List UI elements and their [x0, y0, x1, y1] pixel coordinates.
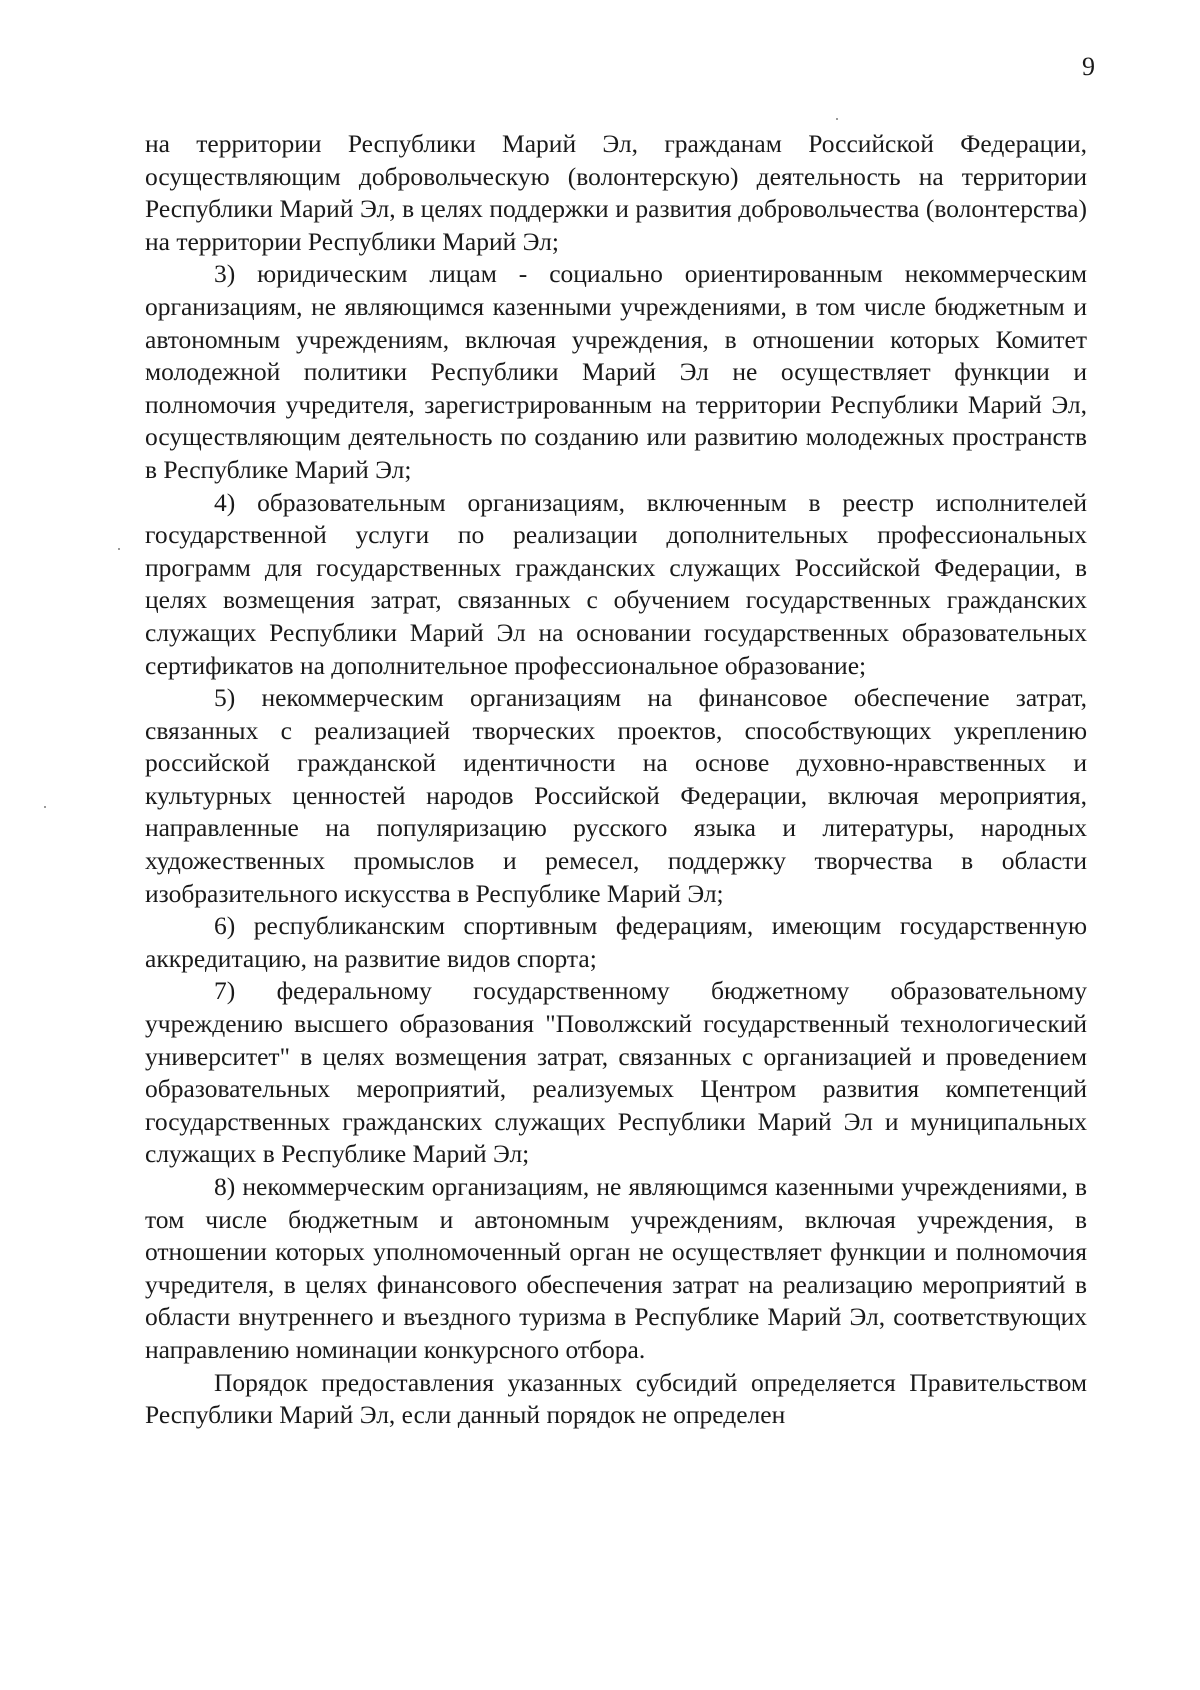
paragraph-item-7: 7) федеральному государственному бюджетному образовательному учреждению высшего образования "Поволжский государственный технологический университет" в целях возмещения затрат, связанных с организацией и проведением образовательных мероприятий, реализуемых Центром развития компетенций государственных гражданских служащих Республики Марий Эл и муниципальных служащих в Республике Марий Эл;	[145, 976, 1087, 1169]
paragraph-item-5: 5) некоммерческим организациям на финансовое обеспечение затрат, связанных с реализацией творческих проектов, способствующих укреплению российской гражданской идентичности на основе духовно-нравственных и культурных ценностей народов Российской Федерации, включая мероприятия, направленные на популяризацию русского языка и литературы, народных художественных промыслов и ремесел, поддержку творчества в области изобразительного искусства в Республике Марий Эл;	[145, 683, 1087, 908]
paragraph-continuation: на территории Республики Марий Эл, гражданам Российской Федерации, осуществляющим добровольческую (волонтерскую) деятельность на территории Республики Марий Эл, в целях поддержки и развития добровольчества (волонтерства) на территории Республики Марий Эл;	[145, 129, 1087, 256]
scan-speck	[836, 118, 838, 120]
scan-speck	[44, 806, 46, 808]
paragraph-item-4: 4) образовательным организациям, включенным в реестр исполнителей государственной услуги по реализации дополнительных профессиональных программ для государственных гражданских служащих Российской Федерации, в целях возмещения затрат, связанных с обучением государственных гражданских служащих Республики Марий Эл на основании государственных образовательных сертификатов на дополнительное профессиональное образование;	[145, 487, 1087, 680]
scan-speck	[118, 548, 120, 550]
page-number: 9	[1082, 52, 1095, 81]
document-body	[145, 128, 1087, 1432]
paragraph-item-3: 3) юридическим лицам - социально ориентированным некоммерческим организациям, не являющимся казенными учреждениями, в том числе бюджетным и автономным учреждениям, включая учреждения, в отношении которых Комитет молодежной политики Республики Марий Эл не осуществляет функции и полномочия учредителя, зарегистрированным на территории Республики Марий Эл, осуществляющим деятельность по созданию или развитию молодежных пространств в Республике Марий Эл;	[145, 259, 1087, 484]
paragraph-procedure: Порядок предоставления указанных субсидий определяется Правительством Республики Марий Эл, если данный порядок не определен	[145, 1367, 1087, 1430]
paragraph-item-8: 8) некоммерческим организациям, не являющимся казенными учреждениями, в том числе бюджетным и автономным учреждениям, включая учреждения, в отношении которых уполномоченный орган не осуществляет функции и полномочия учредителя, в целях финансового обеспечения затрат на реализацию мероприятий в области внутреннего и въездного туризма в Республике Марий Эл, соответствующих направлению номинации конкурсного отбора.	[145, 1172, 1087, 1364]
paragraph-item-6: 6) республиканским спортивным федерациям, имеющим государственную аккредитацию, на развитие видов спорта;	[145, 911, 1087, 973]
